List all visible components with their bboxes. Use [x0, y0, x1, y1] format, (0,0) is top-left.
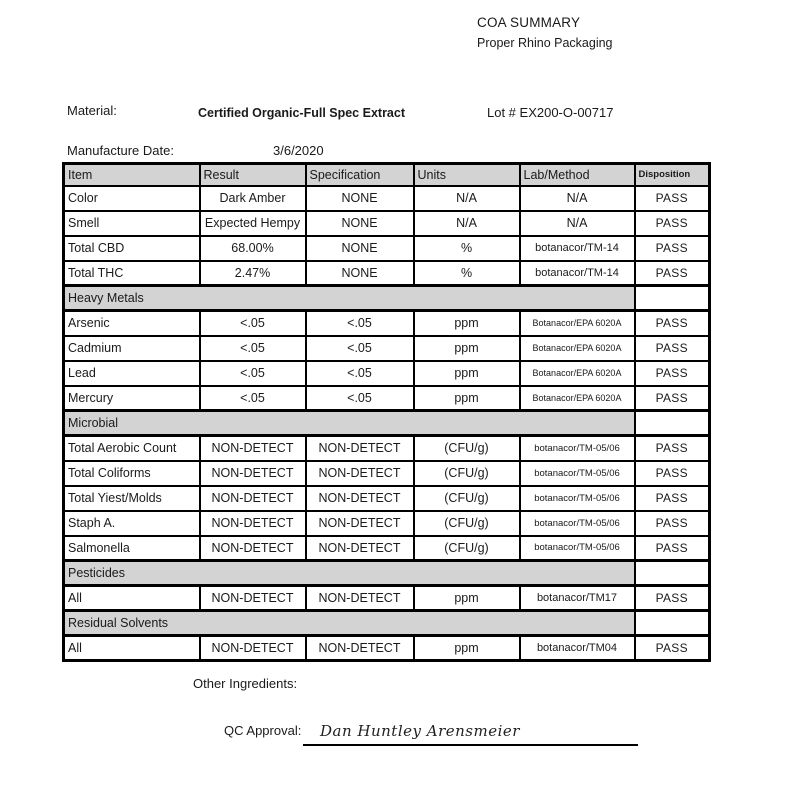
- cell-item: All: [64, 586, 200, 611]
- cell-units: (CFU/g): [414, 461, 520, 486]
- column-header-lab-method: Lab/Method: [520, 164, 635, 186]
- cell-result: <.05: [200, 386, 306, 411]
- table-header-row: [64, 164, 710, 186]
- cell-disposition: PASS: [635, 361, 710, 386]
- cell-specification: <.05: [306, 386, 414, 411]
- cell-item: Total Aerobic Count: [64, 436, 200, 461]
- cell-lab-method: botanacor/TM17: [520, 586, 635, 611]
- section-header-row: [64, 286, 710, 311]
- cell-item: Smell: [64, 211, 200, 236]
- cell-disposition: PASS: [635, 486, 710, 511]
- cell-disposition: PASS: [635, 386, 710, 411]
- cell-specification: <.05: [306, 336, 414, 361]
- qc-signature-line: [303, 720, 638, 746]
- cell-specification: NON-DETECT: [306, 636, 414, 661]
- cell-disposition: PASS: [635, 236, 710, 261]
- cell-item: Arsenic: [64, 311, 200, 336]
- table-row: [64, 186, 710, 211]
- cell-specification: NONE: [306, 186, 414, 211]
- table-row: [64, 236, 710, 261]
- cell-units: N/A: [414, 186, 520, 211]
- cell-lab-method: botanacor/TM-14: [520, 236, 635, 261]
- section-header-row: [64, 611, 710, 636]
- cell-disposition: PASS: [635, 511, 710, 536]
- cell-units: (CFU/g): [414, 486, 520, 511]
- cell-lab-method: botanacor/TM-05/06: [520, 486, 635, 511]
- cell-disposition: PASS: [635, 636, 710, 661]
- cell-lab-method: botanacor/TM-05/06: [520, 461, 635, 486]
- cell-specification: NON-DETECT: [306, 461, 414, 486]
- section-label: Residual Solvents: [64, 611, 635, 636]
- manufacture-date-label: Manufacture Date:: [67, 143, 174, 158]
- page-subtitle: Proper Rhino Packaging: [477, 36, 613, 50]
- cell-specification: NON-DETECT: [306, 586, 414, 611]
- cell-specification: NON-DETECT: [306, 436, 414, 461]
- cell-units: (CFU/g): [414, 436, 520, 461]
- cell-disposition: PASS: [635, 186, 710, 211]
- cell-result: Dark Amber: [200, 186, 306, 211]
- cell-units: %: [414, 236, 520, 261]
- cell-specification: NONE: [306, 236, 414, 261]
- cell-lab-method: Botanacor/EPA 6020A: [520, 386, 635, 411]
- cell-result: NON-DETECT: [200, 461, 306, 486]
- cell-item: Mercury: [64, 386, 200, 411]
- cell-result: <.05: [200, 336, 306, 361]
- table-row: [64, 511, 710, 536]
- cell-units: ppm: [414, 386, 520, 411]
- cell-disposition: PASS: [635, 586, 710, 611]
- cell-result: NON-DETECT: [200, 486, 306, 511]
- table-row: [64, 311, 710, 336]
- page-title: COA SUMMARY: [477, 15, 581, 30]
- table-row: [64, 261, 710, 286]
- cell-specification: <.05: [306, 311, 414, 336]
- cell-disposition: PASS: [635, 436, 710, 461]
- cell-units: ppm: [414, 311, 520, 336]
- cell-disposition: PASS: [635, 336, 710, 361]
- cell-lab-method: botanacor/TM04: [520, 636, 635, 661]
- section-label: Heavy Metals: [64, 286, 635, 311]
- table-row: [64, 536, 710, 561]
- cell-disposition: PASS: [635, 536, 710, 561]
- cell-item: Total Yiest/Molds: [64, 486, 200, 511]
- cell-result: NON-DETECT: [200, 436, 306, 461]
- section-label: Pesticides: [64, 561, 635, 586]
- cell-units: (CFU/g): [414, 536, 520, 561]
- cell-units: ppm: [414, 586, 520, 611]
- cell-lab-method: botanacor/TM-05/06: [520, 511, 635, 536]
- section-disposition-empty: [635, 411, 710, 436]
- cell-disposition: PASS: [635, 261, 710, 286]
- lot-number: Lot # EX200-O-00717: [487, 105, 614, 120]
- table-row: [64, 486, 710, 511]
- coa-results-table: [62, 162, 711, 662]
- table-row: [64, 436, 710, 461]
- cell-item: Salmonella: [64, 536, 200, 561]
- table-row: [64, 636, 710, 661]
- cell-item: Cadmium: [64, 336, 200, 361]
- section-label: Microbial: [64, 411, 635, 436]
- qc-approval-label: QC Approval:: [224, 723, 302, 738]
- cell-lab-method: botanacor/TM-05/06: [520, 536, 635, 561]
- cell-result: Expected Hempy: [200, 211, 306, 236]
- cell-item: Lead: [64, 361, 200, 386]
- cell-specification: NONE: [306, 261, 414, 286]
- cell-lab-method: Botanacor/EPA 6020A: [520, 336, 635, 361]
- table-row: [64, 361, 710, 386]
- cell-specification: NONE: [306, 211, 414, 236]
- cell-item: Staph A.: [64, 511, 200, 536]
- cell-lab-method: Botanacor/EPA 6020A: [520, 311, 635, 336]
- table-row: [64, 386, 710, 411]
- cell-result: <.05: [200, 361, 306, 386]
- cell-item: Color: [64, 186, 200, 211]
- section-disposition-empty: [635, 286, 710, 311]
- table-row: [64, 211, 710, 236]
- cell-units: %: [414, 261, 520, 286]
- cell-specification: NON-DETECT: [306, 536, 414, 561]
- section-disposition-empty: [635, 561, 710, 586]
- cell-disposition: PASS: [635, 461, 710, 486]
- cell-item: Total CBD: [64, 236, 200, 261]
- cell-units: N/A: [414, 211, 520, 236]
- cell-units: ppm: [414, 636, 520, 661]
- column-header-result: Result: [200, 164, 306, 186]
- cell-disposition: PASS: [635, 311, 710, 336]
- cell-item: Total THC: [64, 261, 200, 286]
- cell-lab-method: botanacor/TM-14: [520, 261, 635, 286]
- cell-disposition: PASS: [635, 211, 710, 236]
- cell-specification: <.05: [306, 361, 414, 386]
- cell-lab-method: N/A: [520, 211, 635, 236]
- cell-lab-method: botanacor/TM-05/06: [520, 436, 635, 461]
- table-row: [64, 461, 710, 486]
- cell-specification: NON-DETECT: [306, 511, 414, 536]
- cell-result: NON-DETECT: [200, 636, 306, 661]
- column-header-specification: Specification: [306, 164, 414, 186]
- cell-units: ppm: [414, 361, 520, 386]
- cell-lab-method: Botanacor/EPA 6020A: [520, 361, 635, 386]
- section-header-row: [64, 561, 710, 586]
- section-disposition-empty: [635, 611, 710, 636]
- column-header-item: Item: [64, 164, 200, 186]
- manufacture-date-value: 3/6/2020: [273, 143, 324, 158]
- cell-item: All: [64, 636, 200, 661]
- cell-result: NON-DETECT: [200, 536, 306, 561]
- cell-result: NON-DETECT: [200, 511, 306, 536]
- other-ingredients-label: Other Ingredients:: [193, 676, 298, 691]
- cell-result: NON-DETECT: [200, 586, 306, 611]
- material-value: Certified Organic-Full Spec Extract: [198, 106, 405, 120]
- cell-lab-method: N/A: [520, 186, 635, 211]
- cell-specification: NON-DETECT: [306, 486, 414, 511]
- cell-units: ppm: [414, 336, 520, 361]
- cell-result: 68.00%: [200, 236, 306, 261]
- table-row: [64, 336, 710, 361]
- cell-item: Total Coliforms: [64, 461, 200, 486]
- material-label: Material:: [67, 103, 117, 118]
- column-header-units: Units: [414, 164, 520, 186]
- cell-result: <.05: [200, 311, 306, 336]
- cell-units: (CFU/g): [414, 511, 520, 536]
- cell-result: 2.47%: [200, 261, 306, 286]
- table-row: [64, 586, 710, 611]
- qc-signature: Dan Huntley Arensmeier: [320, 722, 520, 740]
- column-header-disposition: Disposition: [635, 164, 710, 186]
- section-header-row: [64, 411, 710, 436]
